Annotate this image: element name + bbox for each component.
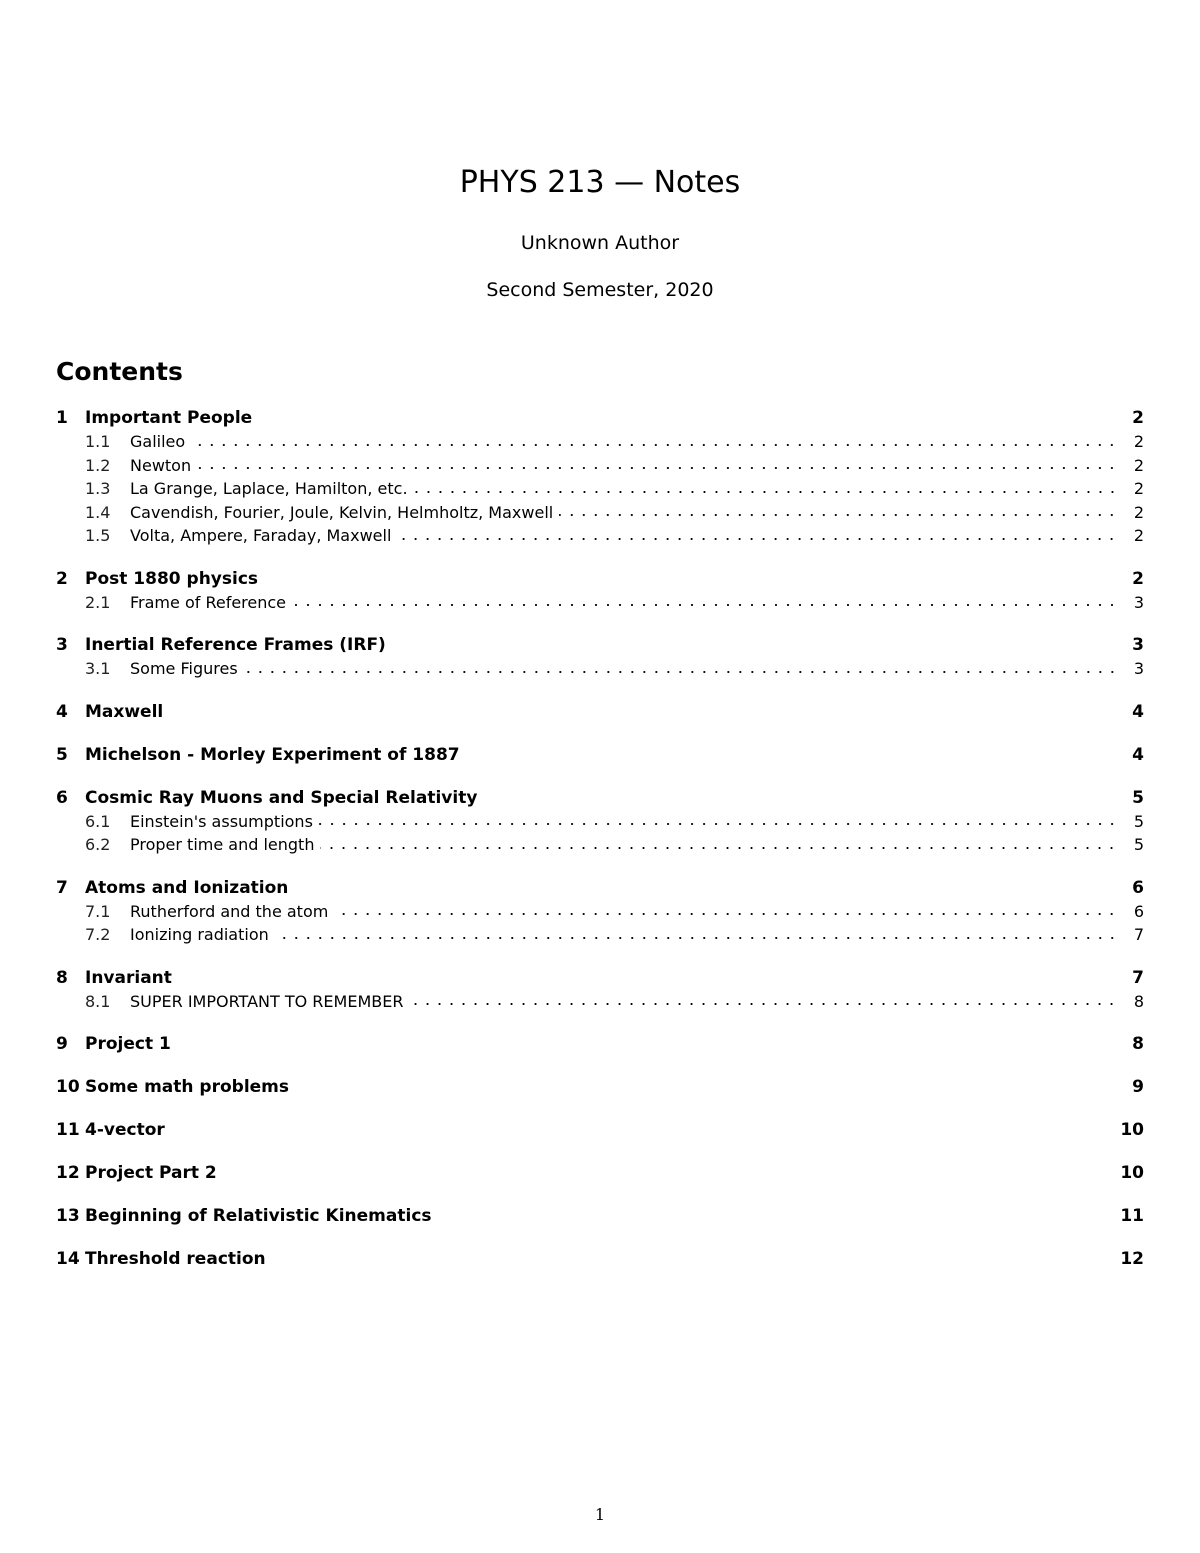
toc-section-entry[interactable] (56, 700, 1144, 724)
toc-section-entry[interactable] (56, 966, 1144, 990)
toc-section-page: 9 (1132, 1077, 1144, 1097)
toc-section-entry[interactable] (56, 743, 1144, 767)
toc-section-entry[interactable] (56, 567, 1144, 591)
toc-section-title: Threshold reaction (85, 1249, 266, 1269)
toc-section-title: Inertial Reference Frames (IRF) (85, 635, 386, 655)
toc-section-title: Post 1880 physics (85, 568, 259, 589)
toc-section (56, 567, 1144, 615)
toc-section-number: 3 (56, 635, 68, 655)
toc-section-number: 1 (56, 408, 68, 428)
toc-section-title: Atoms and Ionization (85, 877, 289, 898)
toc-subsection-page: 7 (1133, 925, 1144, 944)
toc-subsection-page: 2 (1133, 502, 1144, 522)
toc-section-number: 13 (56, 1206, 80, 1226)
toc-subsection-number: 1.2 (85, 455, 111, 475)
toc-subsection-title: Frame of Reference (130, 592, 287, 612)
document-date: Second Semester, 2020 (486, 279, 714, 301)
toc-section-page: 5 (1132, 787, 1144, 808)
toc-section-number: 14 (56, 1249, 80, 1269)
toc-subsection-page: 8 (1133, 991, 1144, 1011)
toc-section-number: 9 (56, 1034, 68, 1054)
toc-subsection-title: Proper time and length (130, 835, 315, 854)
toc-section-page: 7 (1132, 967, 1144, 988)
toc-section (56, 700, 1144, 724)
toc-section-title: Project Part 2 (85, 1163, 217, 1183)
toc-subsection-title: Newton (130, 455, 192, 475)
toc-subsection-page: 2 (1133, 455, 1144, 475)
toc-section (56, 1161, 1144, 1185)
toc-subsection-entry[interactable] (56, 833, 1144, 857)
toc-subsection-entry[interactable] (56, 990, 1144, 1014)
toc-subsection-number: 6.1 (85, 811, 111, 831)
toc-subsection-title: Volta, Ampere, Faraday, Maxwell (130, 526, 392, 545)
dot-leader (397, 534, 1118, 544)
toc-section-number: 4 (56, 701, 68, 722)
toc-section-page: 8 (1132, 1034, 1144, 1054)
document-author: Unknown Author (520, 232, 680, 254)
toc-section-title: Invariant (85, 967, 172, 988)
toc-subsection-page: 2 (1133, 526, 1144, 545)
toc-section-page: 2 (1132, 408, 1144, 428)
toc-section-number: 10 (56, 1077, 80, 1097)
toc-subsection-title: Ionizing radiation (130, 925, 269, 944)
toc-section (56, 406, 1144, 548)
toc-section (56, 1118, 1144, 1142)
toc-section (56, 966, 1144, 1014)
dot-leader (414, 487, 1118, 497)
toc-subsection-page: 3 (1133, 592, 1144, 612)
toc-subsection-entry[interactable] (56, 810, 1144, 834)
toc-section-entry[interactable] (56, 1032, 1144, 1056)
toc-section-number: 11 (56, 1120, 80, 1140)
toc-subsection-title: SUPER IMPORTANT TO REMEMBER (130, 991, 404, 1011)
toc-subsection-page: 6 (1133, 901, 1144, 921)
toc-subsection-title: Some Figures (130, 659, 238, 678)
contents-heading: Contents (56, 357, 183, 386)
toc-section-entry[interactable] (56, 1118, 1144, 1142)
document-title: PHYS 213 — Notes (459, 165, 741, 200)
toc-subsection-page: 2 (1133, 479, 1144, 498)
dot-leader (320, 843, 1118, 853)
toc-section-page: 10 (1120, 1120, 1144, 1140)
toc-section-page: 11 (1120, 1206, 1144, 1226)
toc-subsection-page: 3 (1133, 659, 1144, 678)
toc-subsection-entry[interactable] (56, 524, 1144, 548)
toc-section-number: 12 (56, 1163, 80, 1183)
toc-section (56, 1204, 1144, 1228)
toc-section (56, 743, 1144, 767)
toc-section-page: 2 (1132, 568, 1144, 589)
toc-subsection-title: Cavendish, Fourier, Joule, Kelvin, Helmholtz, Maxwell (130, 502, 554, 522)
toc-section-entry[interactable] (56, 1204, 1144, 1228)
toc-subsection-entry[interactable] (56, 657, 1144, 681)
toc-section-title: 4-vector (85, 1120, 165, 1140)
toc-section-title: Important People (85, 408, 253, 428)
toc-subsection-entry[interactable] (56, 454, 1144, 478)
toc-section (56, 1032, 1144, 1056)
toc-section-number: 6 (56, 787, 68, 808)
dot-leader (319, 819, 1118, 829)
toc-subsection-number: 7.2 (85, 925, 111, 944)
toc-subsection-entry[interactable] (56, 591, 1144, 615)
toc-subsection-number: 3.1 (85, 659, 111, 678)
toc-section (56, 1075, 1144, 1099)
toc-subsection-title: Rutherford and the atom (130, 901, 329, 921)
toc-section-title: Michelson - Morley Experiment of 1887 (85, 744, 460, 765)
toc-section-entry[interactable] (56, 876, 1144, 900)
toc-section-title: Project 1 (85, 1034, 171, 1054)
toc-section-entry[interactable] (56, 406, 1144, 430)
dot-leader (275, 933, 1118, 943)
toc-subsection-entry[interactable] (56, 501, 1144, 525)
toc-section-number: 2 (56, 568, 68, 589)
toc-subsection-title: La Grange, Laplace, Hamilton, etc. (130, 479, 408, 498)
dot-leader (197, 463, 1118, 473)
toc-section-entry[interactable] (56, 633, 1144, 657)
page-number: 1 (594, 1505, 606, 1524)
toc-section-page: 12 (1120, 1249, 1144, 1269)
toc-section-page: 3 (1132, 635, 1144, 655)
toc-subsection-number: 2.1 (85, 592, 111, 612)
toc-subsection-number: 1.4 (85, 502, 111, 522)
toc-subsection-number: 1.1 (85, 432, 111, 451)
dot-leader (409, 999, 1118, 1009)
toc-section-entry[interactable] (56, 1075, 1144, 1099)
toc-subsection-page: 5 (1133, 811, 1144, 831)
table-of-contents (56, 406, 1144, 1290)
toc-subsection-page: 5 (1133, 835, 1144, 854)
dot-leader (191, 440, 1118, 450)
toc-subsection-title: Einstein's assumptions (130, 811, 313, 831)
toc-section (56, 1247, 1144, 1271)
toc-section-page: 4 (1132, 701, 1144, 722)
toc-section-entry[interactable] (56, 1161, 1144, 1185)
toc-section-entry[interactable] (56, 1247, 1144, 1271)
toc-subsection-number: 6.2 (85, 835, 111, 854)
toc-section-page: 6 (1132, 877, 1144, 898)
toc-section (56, 633, 1144, 681)
toc-subsection-number: 7.1 (85, 901, 111, 921)
toc-section-number: 7 (56, 877, 68, 898)
toc-section-title: Maxwell (85, 701, 164, 722)
dot-leader (334, 909, 1118, 919)
toc-section (56, 786, 1144, 857)
toc-section-page: 10 (1120, 1163, 1144, 1183)
toc-section (56, 876, 1144, 947)
toc-subsection-entry[interactable] (56, 900, 1144, 924)
toc-section-page: 4 (1132, 744, 1144, 765)
toc-subsection-number: 8.1 (85, 991, 111, 1011)
toc-subsection-number: 1.3 (85, 479, 111, 498)
toc-subsection-entry[interactable] (56, 477, 1144, 501)
toc-section-title: Cosmic Ray Muons and Special Relativity (85, 787, 478, 808)
toc-section-number: 8 (56, 967, 68, 988)
dot-leader (559, 510, 1118, 520)
toc-section-entry[interactable] (56, 786, 1144, 810)
toc-subsection-title: Galileo (130, 432, 186, 451)
toc-section-number: 5 (56, 744, 68, 765)
toc-subsection-number: 1.5 (85, 526, 111, 545)
dot-leader (292, 600, 1118, 610)
toc-section-title: Some math problems (85, 1077, 290, 1097)
toc-subsection-entry[interactable] (56, 430, 1144, 454)
toc-section-title: Beginning of Relativistic Kinematics (85, 1206, 432, 1226)
dot-leader (244, 667, 1118, 677)
toc-subsection-page: 2 (1133, 432, 1144, 451)
toc-subsection-entry[interactable] (56, 923, 1144, 947)
